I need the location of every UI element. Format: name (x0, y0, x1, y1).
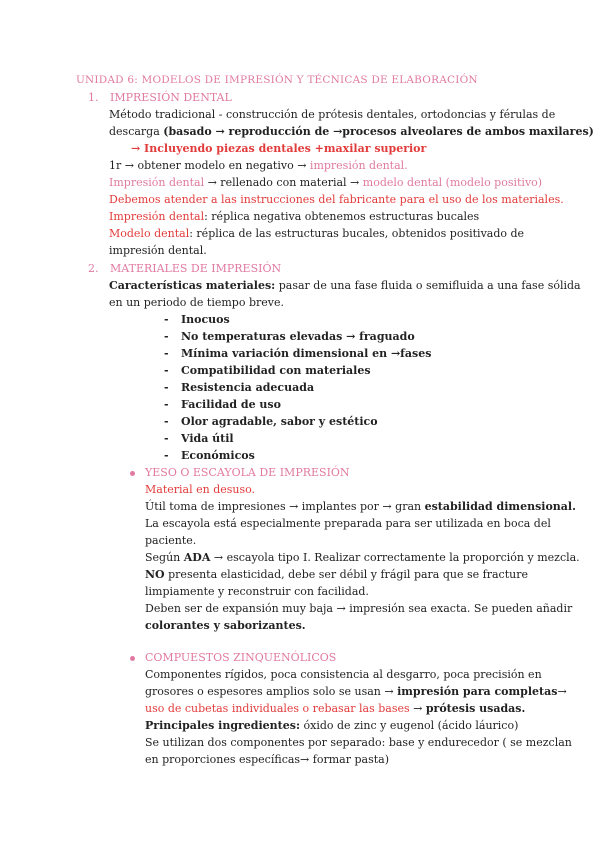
yeso-line-5-b: ADA (183, 551, 211, 564)
yeso-line-5-a: Según (145, 551, 184, 564)
yeso-line-8: Deben ser de expansión muy baja → impresión sea exacta. Se pueden añadir (145, 602, 573, 615)
list-dash: - (164, 381, 169, 394)
zinq-line-1: Componentes rígidos, poca consistencia al desgarro, poca precisión en (145, 668, 542, 681)
list-item: Económicos (181, 449, 255, 462)
bullet-icon (130, 471, 135, 476)
s2-line-1-b: pasar de una fase fluida o semifluida a una fase sólida (275, 279, 581, 292)
s1-line-5 (109, 176, 542, 189)
s1-line-2 (109, 125, 594, 138)
section-1-heading (88, 91, 232, 104)
s1-line-5-c: modelo dental (modelo positivo) (362, 176, 543, 189)
s1-line-7-b: : réplica negativa obtenemos estructuras bucales (204, 210, 480, 223)
zinq-line-5: Se utilizan dos componentes por separado: base y endurecedor ( se mezclan (145, 736, 572, 749)
zinq-line-2-b: impresión para completas (397, 685, 558, 698)
list-item: Facilidad de uso (181, 398, 281, 411)
section-2-heading (88, 262, 281, 275)
zinq-line-3-c: prótesis usadas. (425, 702, 526, 715)
list-item: Mínima variación dimensional en →fases (181, 347, 432, 360)
yeso-line-6-a: NO (145, 568, 165, 581)
s1-line-6: Debemos atender a las instrucciones del fabricante para el uso de los materiales. (109, 193, 564, 206)
zinq-line-6: en proporciones específicas→ formar pasta) (145, 753, 389, 766)
yeso-line-4: paciente. (145, 534, 197, 547)
s2-line-1 (109, 279, 581, 292)
list-item: Vida útil (181, 432, 234, 445)
s1-line-1: Método tradicional - construcción de prótesis dentales, ortodoncias y férulas de (109, 108, 556, 121)
s1-line-8 (109, 227, 524, 240)
list-dash: - (164, 415, 169, 428)
yeso-line-6 (145, 568, 528, 581)
section-1-title: IMPRESIÓN DENTAL (110, 91, 232, 104)
s1-line-4 (109, 159, 408, 172)
list-dash: - (164, 364, 169, 377)
list-dash: - (164, 347, 169, 360)
s1-line-9: impresión dental. (109, 244, 207, 257)
zinq-line-2-a: grosores o espesores amplios solo se usan → (145, 685, 398, 698)
s1-line-3: → Incluyendo piezas dentales +maxilar superior (131, 142, 427, 155)
list-dash: - (164, 432, 169, 445)
list-item: Inocuos (181, 313, 230, 326)
yeso-line-2-b: estabilidad dimensional. (424, 500, 576, 513)
zinq-line-2-c: → (557, 685, 567, 698)
section-2-title: MATERIALES DE IMPRESIÓN (110, 262, 282, 275)
zinq-line-4-a: Principales ingredientes: (145, 719, 300, 732)
yeso-line-2-a: Útil toma de impresiones → implantes por → gran (145, 500, 425, 513)
bullet-icon (130, 656, 135, 661)
yeso-line-3: La escayola está especialmente preparada para ser utilizada en boca del (145, 517, 551, 530)
list-item: Olor agradable, sabor y estético (181, 415, 378, 428)
section-1-number: 1. (88, 91, 99, 104)
list-dash: - (164, 449, 169, 462)
list-item: Compatibilidad con materiales (181, 364, 371, 377)
list-dash: - (164, 398, 169, 411)
list-dash: - (164, 330, 169, 343)
s1-line-2-b: (basado → reproducción de →procesos alveolares de ambos maxilares) (163, 125, 594, 138)
list-item: No temperaturas elevadas → fraguado (181, 330, 415, 343)
s1-line-5-b: → rellenado con material → (207, 176, 363, 189)
list-item: Resistencia adecuada (181, 381, 315, 394)
list-dash: - (164, 313, 169, 326)
s1-line-7-a: Impresión dental (109, 210, 205, 223)
yeso-line-2 (145, 500, 576, 513)
section-2-number: 2. (88, 262, 99, 275)
yeso-heading: YESO O ESCAYOLA DE IMPRESIÓN (145, 466, 350, 479)
yeso-line-5 (145, 551, 580, 564)
s2-line-2: en un periodo de tiempo breve. (109, 296, 284, 309)
s1-line-2-a: descarga (109, 125, 164, 138)
yeso-line-6-b: presenta elasticidad, debe ser débil y frágil para que se fracture (164, 568, 528, 581)
s2-line-1-a: Características materiales: (109, 279, 276, 292)
zinq-line-4 (145, 719, 518, 732)
yeso-line-7: limpiamente y reconstruir con facilidad. (145, 585, 369, 598)
yeso-line-5-c: → escayola tipo I. Realizar correctamente la proporción y mezcla. (210, 551, 580, 564)
s1-line-4-b: impresión dental. (309, 159, 408, 172)
zinq-line-3 (145, 702, 525, 715)
zinq-line-3-b: → (409, 702, 426, 715)
s1-line-8-b: : réplica de las estructuras bucales, obtenidos positivado de (189, 227, 525, 240)
yeso-line-9: colorantes y saborizantes. (145, 619, 306, 632)
s1-line-8-a: Modelo dental (109, 227, 190, 240)
zinq-line-3-a: uso de cubetas individuales o rebasar las bases (145, 702, 410, 715)
yeso-line-1: Material en desuso. (145, 483, 256, 496)
document-title: UNIDAD 6: MODELOS DE IMPRESIÓN Y TÉCNICAS DE ELABORACIÓN (76, 74, 478, 86)
zinq-line-4-b: óxido de zinc y eugenol (ácido láurico) (300, 719, 519, 732)
zinq-heading: COMPUESTOS ZINQUENÓLICOS (145, 651, 337, 664)
s1-line-5-a: Impresión dental (109, 176, 208, 189)
zinq-line-2 (145, 685, 567, 698)
s1-line-7 (109, 210, 479, 223)
s1-line-4-a: 1r → obtener modelo en negativo → (109, 159, 310, 172)
